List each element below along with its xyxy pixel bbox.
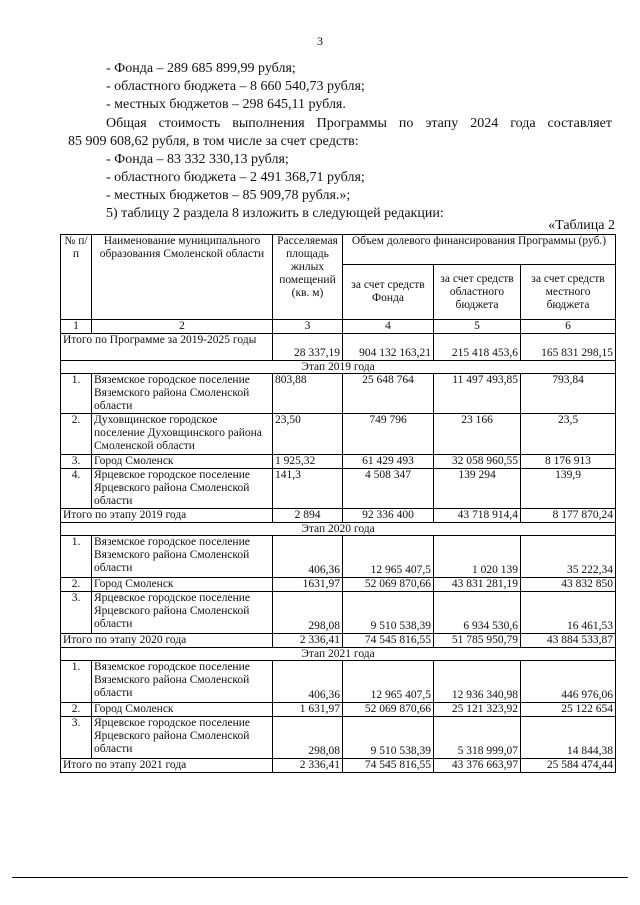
row-local: 43 832 850: [521, 578, 616, 592]
row-local: 16 461,53: [521, 592, 616, 634]
table-row: [61, 536, 616, 578]
table-row: [61, 578, 616, 592]
row-num: 3.: [61, 717, 92, 759]
stage-header: [61, 648, 616, 661]
header-name: Наименование муниципального образования Смоленской области: [92, 235, 273, 320]
row-name: Ярцевское городское поселение Ярцевского района Смоленской области: [92, 469, 273, 509]
financing-table: [60, 234, 616, 773]
row-num: 2.: [61, 703, 92, 717]
row-num: 3.: [61, 592, 92, 634]
colnum: 1: [61, 320, 92, 334]
row-num: 2.: [61, 414, 92, 455]
stage-total-fund: 74 545 816,55: [343, 759, 434, 773]
header-area: Расселяемая площадь жилых помещений (кв. м): [273, 235, 343, 320]
row-regional: 1 020 139: [434, 536, 521, 578]
row-num: 4.: [61, 469, 92, 509]
stage-total-area: 2 894: [273, 509, 343, 523]
table-row: [61, 661, 616, 703]
stage-total-area: 2 336,41: [273, 634, 343, 648]
colnum: 6: [521, 320, 616, 334]
row-name: Город Смоленск: [92, 578, 273, 592]
stage-total-local: 25 584 474,44: [521, 759, 616, 773]
row-local: 139,9: [521, 469, 616, 509]
stage-total-local: 43 884 533,87: [521, 634, 616, 648]
row-name: Вяземское городское поселение Вяземского района Смоленской области: [92, 374, 273, 414]
row-name: Вяземское городское поселение Вяземского района Смоленской области: [92, 536, 273, 578]
table-row: [61, 717, 616, 759]
row-local: 8 176 913: [521, 455, 616, 469]
table-row: [61, 374, 616, 414]
stage-total-regional: 43 718 914,4: [434, 509, 521, 523]
row-local: 23,5: [521, 414, 616, 455]
row-local: 14 844,38: [521, 717, 616, 759]
row-area: 1631,97: [273, 578, 343, 592]
row-name: Вяземское городское поселение Вяземского района Смоленской области: [92, 661, 273, 703]
stage-total-label: Итого по этапу 2019 года: [61, 509, 273, 523]
row-fund: 9 510 538,39: [343, 592, 434, 634]
row-fund: 52 069 870,66: [343, 703, 434, 717]
row-area: 298,08: [273, 717, 343, 759]
row-local: 25 122 654: [521, 703, 616, 717]
program-total-area: 28 337,19: [273, 334, 343, 361]
stage-total-fund: 92 336 400: [343, 509, 434, 523]
intro-line: 85 909 608,62 рубля, в том числе за счет средств:: [68, 134, 359, 149]
row-fund: 12 965 407,5: [343, 661, 434, 703]
row-name: Духовщинское городское поселение Духовщинского района Смоленской области: [92, 414, 273, 455]
stage-title: Этап 2021 года: [61, 648, 616, 661]
stage-header: [61, 361, 616, 374]
table-row: [61, 592, 616, 634]
row-name: Город Смоленск: [92, 455, 273, 469]
stage-total-regional: 43 376 663,97: [434, 759, 521, 773]
stage-title: Этап 2020 года: [61, 523, 616, 536]
program-total-local: 165 831 298,15: [521, 334, 616, 361]
stage-header: [61, 523, 616, 536]
page-number: 3: [317, 34, 323, 48]
header-financing: Объем долевого финансирования Программы (руб.): [343, 235, 616, 265]
row-fund: 25 648 764: [343, 374, 434, 414]
row-fund: 52 069 870,66: [343, 578, 434, 592]
row-local: 793,84: [521, 374, 616, 414]
row-area: 803,88: [273, 374, 343, 414]
row-fund: 9 510 538,39: [343, 717, 434, 759]
row-area: 1 925,32: [273, 455, 343, 469]
intro-line: - Фонда – 289 685 899,99 рубля;: [106, 61, 296, 76]
row-regional: 23 166: [434, 414, 521, 455]
row-area: 406,36: [273, 536, 343, 578]
row-num: 1.: [61, 374, 92, 414]
row-fund: 61 429 493: [343, 455, 434, 469]
intro-line: - областного бюджета – 2 491 368,71 рубля;: [106, 170, 365, 185]
stage-total-label: Итого по этапу 2020 года: [61, 634, 273, 648]
stage-total-fund: 74 545 816,55: [343, 634, 434, 648]
row-regional: 5 318 999,07: [434, 717, 521, 759]
row-num: 3.: [61, 455, 92, 469]
stage-total-area: 2 336,41: [273, 759, 343, 773]
row-area: 298,08: [273, 592, 343, 634]
colnum: 2: [92, 320, 273, 334]
row-name: Ярцевское городское поселение Ярцевского района Смоленской области: [92, 717, 273, 759]
intro-line: - Фонда – 83 332 330,13 рубля;: [106, 152, 289, 167]
row-fund: 4 508 347: [343, 469, 434, 509]
row-regional: 6 934 530,6: [434, 592, 521, 634]
row-regional: 12 936 340,98: [434, 661, 521, 703]
colnum-row: [61, 320, 616, 334]
row-name: Город Смоленск: [92, 703, 273, 717]
header-fund: за счет средств Фонда: [343, 265, 434, 320]
table-row: [61, 455, 616, 469]
row-fund: 12 965 407,5: [343, 536, 434, 578]
table-row: [61, 703, 616, 717]
stage-total-row: [61, 509, 616, 523]
row-regional: 139 294: [434, 469, 521, 509]
intro-line: 5) таблицу 2 раздела 8 изложить в следующей редакции:: [106, 206, 444, 221]
row-regional: 32 058 960,55: [434, 455, 521, 469]
table-row: [61, 469, 616, 509]
intro-line: - областного бюджета – 8 660 540,73 рубля;: [106, 79, 365, 94]
program-total-label: Итого по Программе за 2019-2025 годы: [61, 334, 273, 361]
footer-divider: [12, 877, 628, 878]
row-fund: 749 796: [343, 414, 434, 455]
header-local: за счет средств местного бюджета: [521, 265, 616, 320]
table-row: [61, 414, 616, 455]
row-regional: 43 831 281,19: [434, 578, 521, 592]
header-regional: за счет средств областного бюджета: [434, 265, 521, 320]
row-area: 406,36: [273, 661, 343, 703]
stage-total-row: [61, 634, 616, 648]
colnum: 5: [434, 320, 521, 334]
stage-title: Этап 2019 года: [61, 361, 616, 374]
row-area: 141,3: [273, 469, 343, 509]
row-num: 1.: [61, 661, 92, 703]
row-regional: 25 121 323,92: [434, 703, 521, 717]
row-num: 2.: [61, 578, 92, 592]
row-area: 23,50: [273, 414, 343, 455]
stage-total-row: [61, 759, 616, 773]
stage-total-local: 8 177 870,24: [521, 509, 616, 523]
row-regional: 11 497 493,85: [434, 374, 521, 414]
row-name: Ярцевское городское поселение Ярцевского района Смоленской области: [92, 592, 273, 634]
stage-total-label: Итого по этапу 2021 года: [61, 759, 273, 773]
stage-total-regional: 51 785 950,79: [434, 634, 521, 648]
intro-line: - местных бюджетов – 298 645,11 рубля.: [106, 97, 346, 112]
colnum: 4: [343, 320, 434, 334]
program-total-regional: 215 418 453,6: [434, 334, 521, 361]
intro-line: - местных бюджетов – 85 909,78 рубля.»;: [106, 188, 351, 203]
colnum: 3: [273, 320, 343, 334]
intro-line: Общая стоимость выполнения Программы по этапу 2024 года составляет: [106, 116, 612, 131]
row-num: 1.: [61, 536, 92, 578]
header-row: [61, 235, 616, 265]
row-local: 35 222,34: [521, 536, 616, 578]
row-area: 1 631,97: [273, 703, 343, 717]
table-caption: «Таблица 2: [548, 218, 615, 233]
row-local: 446 976,06: [521, 661, 616, 703]
program-total-row: [61, 334, 616, 361]
header-num: № п/п: [61, 235, 92, 320]
program-total-fund: 904 132 163,21: [343, 334, 434, 361]
